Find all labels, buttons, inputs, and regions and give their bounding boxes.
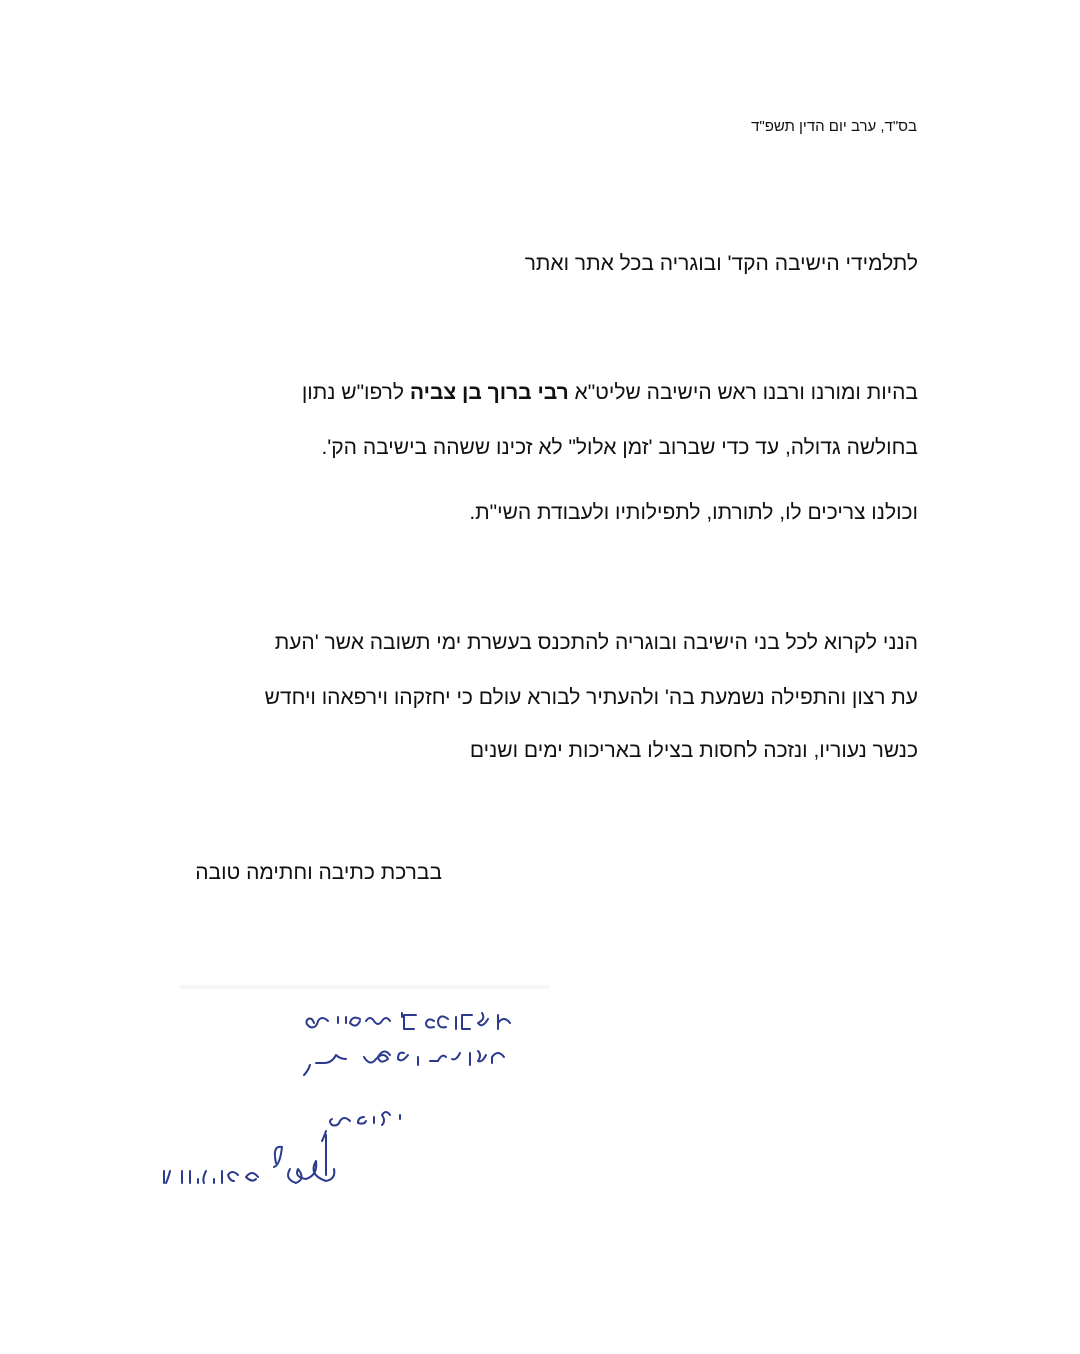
handwritten-signature bbox=[150, 985, 550, 1225]
paragraph3-line2: עת רצון והתפילה נשמעת בה' ולהעתיר לבורא עולם כי יחזקהו וירפאהו ויחדש bbox=[264, 686, 918, 709]
closing-blessing: בברכת כתיבה וחתימה טובה bbox=[195, 861, 442, 884]
addressee-line: לתלמידי הישיבה הקד' ובוגריה בכל אתר ואתר bbox=[524, 252, 918, 275]
dateline: בס"ד, ערב יום הדין תשפ"ד bbox=[751, 118, 917, 135]
signature-scribble-icon bbox=[150, 985, 550, 1225]
rabbi-name: רבי ברוך בן צביה bbox=[409, 381, 569, 404]
paragraph1-line2: בחולשה גדולה, עד כדי שברוב 'זמן אלול" לא זכינו ששהה בישיבה הק'. bbox=[321, 436, 918, 459]
paragraph3-line1: הנני לקרוא לכל בני הישיבה ובוגריה להתכנס בעשרת ימי תשובה אשר 'העת bbox=[274, 631, 918, 654]
paragraph2: וכולנו צריכים לו, לתורתו, לתפילותיו ולעבודת השי"ת. bbox=[469, 501, 918, 524]
paragraph1-line1 bbox=[302, 381, 918, 405]
paragraph1-text-after-name: לרפו"ש נתון bbox=[301, 381, 410, 404]
paragraph1-text-before-name: בהיות ומורנו ורבנו ראש הישיבה שליט"א bbox=[568, 381, 918, 404]
paragraph3-line3: כנשר נעוריו, ונזכה לחסות בצילו באריכות ימים ושנים bbox=[469, 739, 918, 762]
